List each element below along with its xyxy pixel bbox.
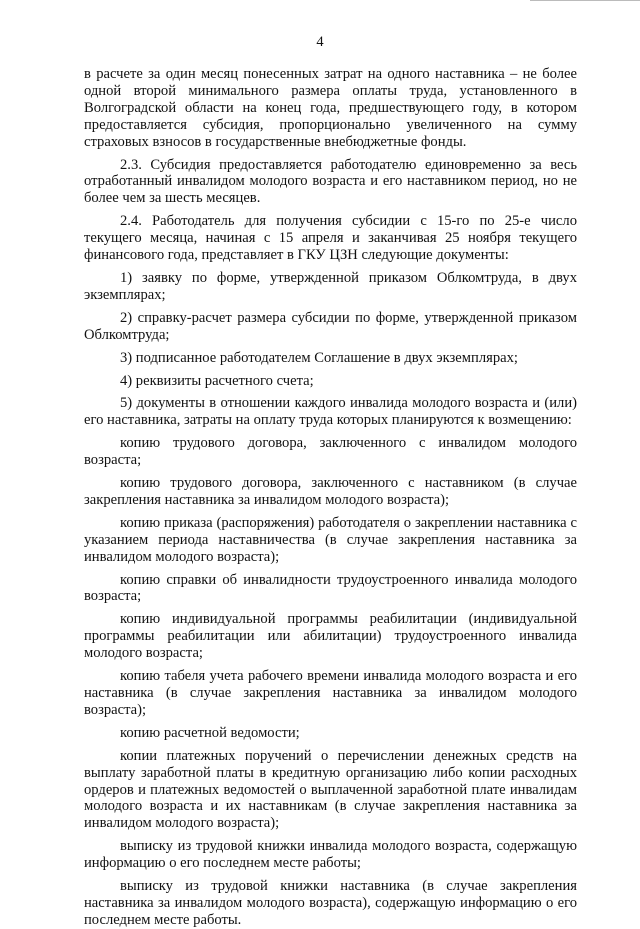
document-item: копию трудового договора, заключенного с наставником (в случае закрепления наставника за инвалидом молодого возраста); [84,475,577,508]
page-number: 4 [316,34,324,50]
paragraph-continuation: в расчете за один месяц понесенных затрат на одного наставника – не более одной второй минимального размера оплаты труда, установленного в Волгоградской области на конец года, предшествующего году, в котором предоставляется субсидия, пропорционально увеличенного на сумму страховых взносов в государственные внебюджетные фонды. [84,66,577,150]
document-item: копию расчетной ведомости; [120,724,300,741]
document-item: копию справки об инвалидности трудоустроенного инвалида молодого возраста; [84,571,577,605]
list-item-4: 4) реквизиты расчетного счета; [120,372,314,389]
paragraph-2-4: 2.4. Работодатель для получения субсидии с 15-го по 25-е число текущего месяца, начиная с 15 апреля и заканчивая 25 ноября текущего финансового года, представляет в ГКУ ЦЗН следующие документы: [84,213,577,264]
list-item-2: 2) справку-расчет размера субсидии по форме, утвержденной приказом Облкомтруда; [84,309,577,343]
document-item: копию табеля учета рабочего времени инвалида молодого возраста и его наставника (в случае закрепления наставника за инвалидом молодого возраста); [84,668,577,718]
list-item-1: 1) заявку по форме, утвержденной приказом Облкомтруда, в двух экземплярах; [84,269,577,303]
document-item: копию трудового договора, заключенного с инвалидом молодого возраста; [84,435,577,469]
document-item: копию индивидуальной программы реабилитации (индивидуальной программы реабилитации или абилитации) трудоустроенного инвалида молодого возраста; [84,611,577,662]
list-item-3: 3) подписанное работодателем Соглашение в двух экземплярах; [120,349,518,366]
top-edge-line [530,0,640,1]
document-item: копию приказа (распоряжения) работодателя о закреплении наставника с указанием периода наставничества (в случае закрепления наставника за инвалидом молодого возраста); [84,514,577,565]
document-item: выписку из трудовой книжки наставника (в случае закрепления наставника за инвалидом молодого возраста), содержащую информацию о его последнем месте работы. [84,878,577,928]
document-item: выписку из трудовой книжки инвалида молодого возраста, содержащую информацию о его последнем месте работы; [84,838,577,872]
document-body [84,66,577,929]
list-item-5: 5) документы в отношении каждого инвалида молодого возраста и (или) его наставника, затраты на оплату труда которых планируются к возмещению: [84,395,577,429]
paragraph-2-3: 2.3. Субсидия предоставляется работодателю единовременно за весь отработанный инвалидом молодого возраста и его наставником период, но не более чем за шесть месяцев. [84,156,577,207]
document-item: копии платежных поручений о перечислении денежных средств на выплату заработной платы в кредитную организацию либо копии расходных ордеров и платежных ведомостей о выплаченной заработной плате инвалидам молодого возраста и их наставникам (в случае закрепления наставника за инвалидом молодого возраста); [84,747,577,832]
